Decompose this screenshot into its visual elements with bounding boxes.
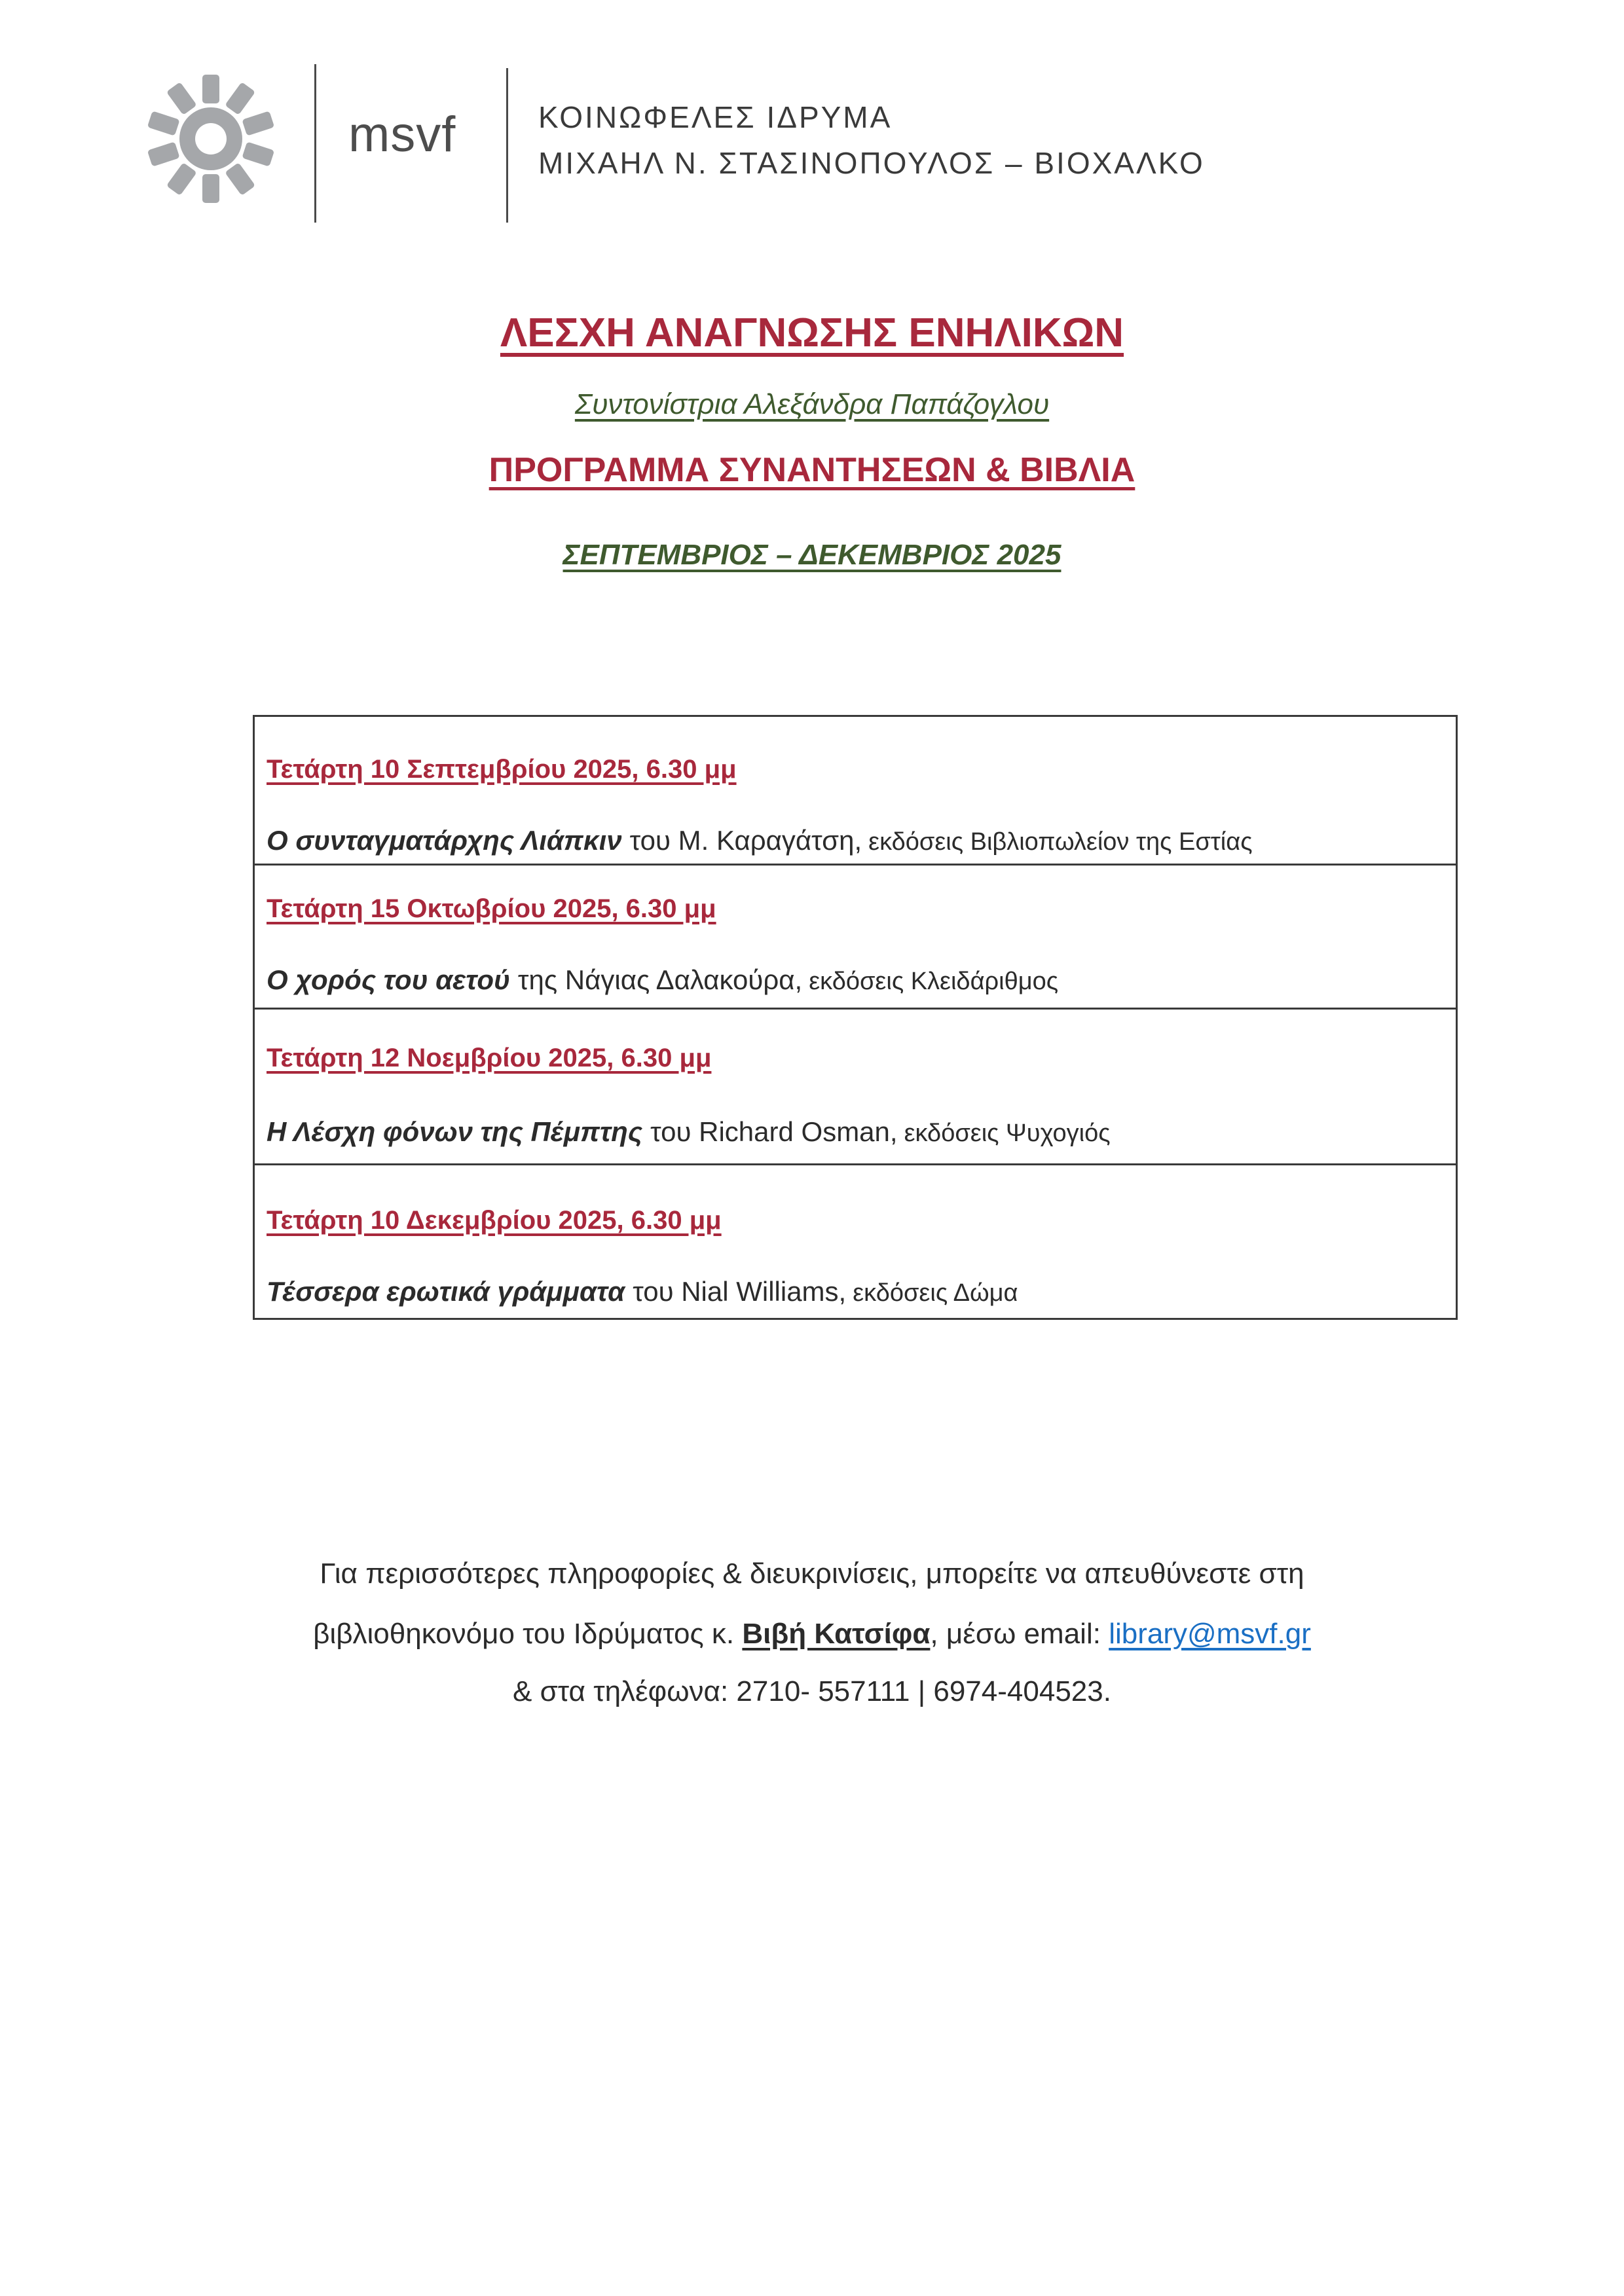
email-link[interactable]: library@msvf.gr	[1109, 1618, 1311, 1650]
meeting-date: Τετάρτη 10 Δεκεμβρίου 2025, 6.30 μμ	[267, 1206, 722, 1235]
contact-prefix: βιβλιοθηκονόμο του Ιδρύματος κ.	[313, 1618, 735, 1650]
gear-logo-icon	[145, 73, 276, 204]
contact-line-2	[0, 1620, 1624, 1649]
period-heading: ΣΕΠΤΕΜΒΡΙΟΣ – ΔΕΚΕΜΒΡΙΟΣ 2025	[563, 539, 1061, 571]
header-divider-right	[506, 68, 508, 223]
book-author: της Νάγιας Δαλακούρα,	[517, 964, 803, 995]
meeting-date: Τετάρτη 10 Σεπτεμβρίου 2025, 6.30 μμ	[267, 755, 737, 784]
meeting-date: Τετάρτη 15 Οκτωβρίου 2025, 6.30 μμ	[267, 894, 716, 923]
meeting-date: Τετάρτη 12 Νοεμβρίου 2025, 6.30 μμ	[267, 1044, 712, 1072]
coordinator-line: Συντονίστρια Αλεξάνδρα Παπάζογλου	[574, 388, 1050, 420]
meeting-row	[255, 864, 1456, 1008]
meeting-book	[267, 1278, 1018, 1305]
header-divider-left	[314, 64, 316, 223]
book-title: Τέσσερα ερωτικά γράμματα	[267, 1276, 625, 1307]
page-title: ΛΕΣΧΗ ΑΝΑΓΝΩΣΗΣ ΕΝΗΛΙΚΩΝ	[500, 310, 1124, 355]
contact-middle: , μέσω email:	[930, 1618, 1101, 1650]
book-publisher: εκδόσεις Βιβλιοπωλείον της Εστίας	[868, 828, 1253, 856]
book-title: Η Λέσχη φόνων της Πέμπτης	[267, 1116, 643, 1147]
program-heading: ΠΡΟΓΡΑΜΜΑ ΣΥΝΑΝΤΗΣΕΩΝ & ΒΙΒΛΙΑ	[489, 451, 1135, 489]
contact-line-1: Για περισσότερες πληροφορίες & διευκρινίσεις, μπορείτε να απευθύνεστε στη	[320, 1558, 1304, 1590]
meeting-row	[255, 717, 1456, 864]
contact-phones: & στα τηλέφωνα: 2710- 557111 | 6974-404523.	[513, 1675, 1111, 1707]
meeting-book	[267, 827, 1253, 854]
book-publisher: εκδόσεις Κλειδάριθμος	[809, 968, 1059, 995]
book-title: Ο χορός του αετού	[267, 964, 510, 995]
meeting-book	[267, 966, 1058, 994]
meetings-table	[253, 715, 1458, 1320]
meeting-book	[267, 1118, 1111, 1146]
brand-name: msvf	[348, 107, 456, 162]
librarian-name: Βιβή Κατσίφα	[742, 1618, 931, 1650]
book-author: του Nial Williams,	[633, 1276, 847, 1307]
meeting-row	[255, 1163, 1456, 1318]
book-publisher: εκδόσεις Δώμα	[853, 1279, 1018, 1307]
org-line-2: ΜΙΧΑΗΛ Ν. ΣΤΑΣΙΝΟΠΟΥΛΟΣ – ΒΙΟΧΑΛΚΟ	[538, 146, 1205, 180]
book-author: του Richard Osman,	[650, 1116, 898, 1147]
book-author: του Μ. Καραγάτση,	[629, 825, 862, 856]
meeting-row	[255, 1008, 1456, 1163]
org-line-1: ΚΟΙΝΩΦΕΛΕΣ ΙΔΡΥΜΑ	[538, 100, 893, 134]
book-title: Ο συνταγματάρχης Λιάπκιν	[267, 825, 622, 856]
book-publisher: εκδόσεις Ψυχογιός	[904, 1120, 1111, 1147]
